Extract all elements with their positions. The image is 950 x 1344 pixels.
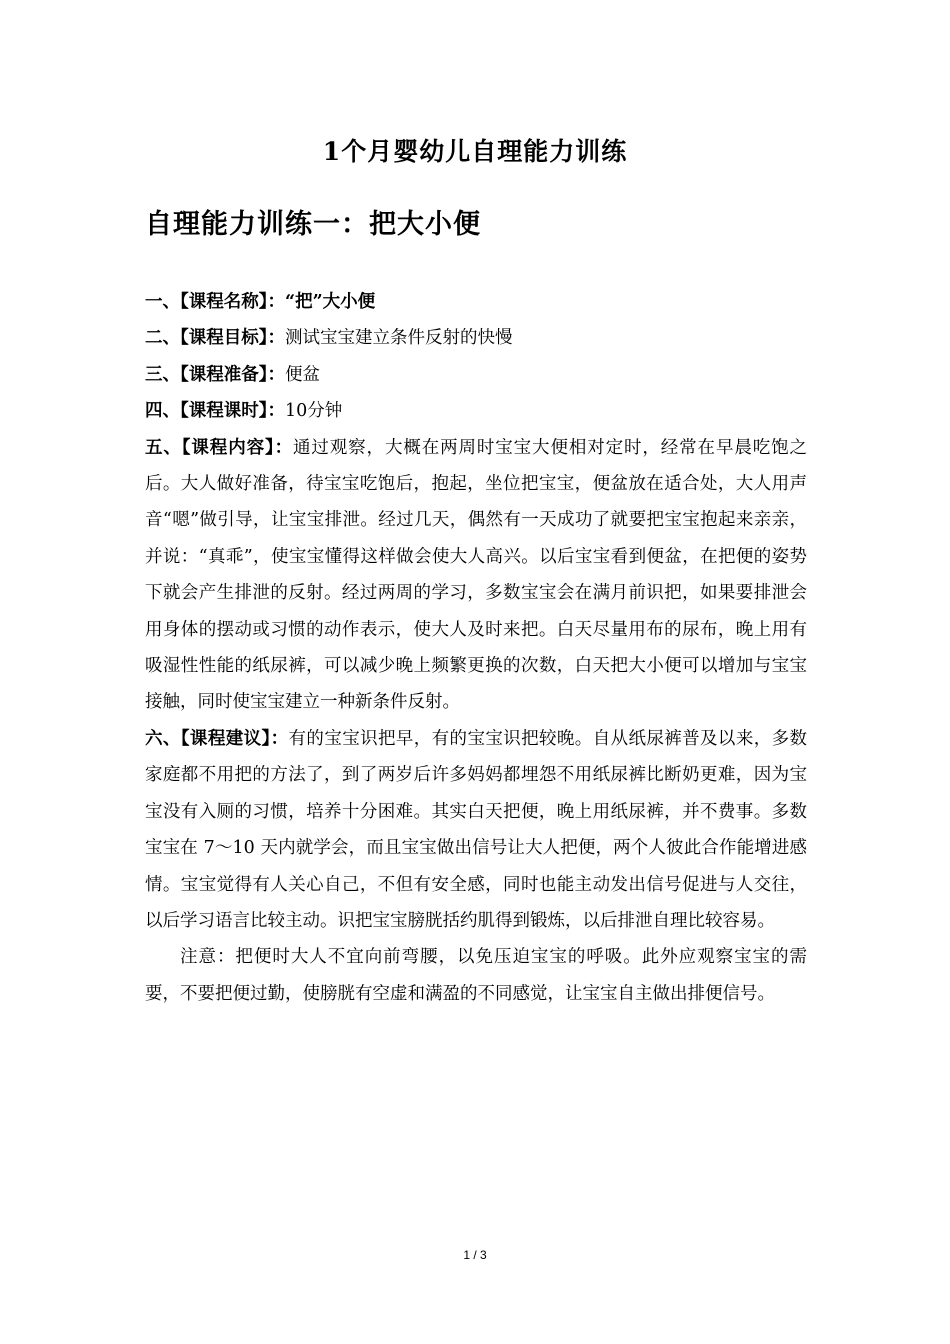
note-paragraph: 注意：把便时大人不宜向前弯腰，以免压迫宝宝的呼吸。此外应观察宝宝的需要，不要把便过勤，使膀胱有空虚和满盈的不同感觉，让宝宝自主做出排便信号。	[145, 947, 807, 1004]
section-title: 自理能力训练一：把大小便	[145, 209, 481, 240]
course-prep-item	[145, 357, 807, 393]
document-body	[145, 284, 807, 1012]
course-goal-label: 二、【课程目标】：	[145, 328, 285, 349]
course-duration-value: 10分钟	[285, 401, 343, 422]
course-content-text: 通过观察，大概在两周时宝宝大便相对定时，经常在早晨吃饱之后。大人做好准备，待宝宝吃饱后，抱起，坐位把宝宝，便盆放在适合处，大人用声音“嗯”做引导，让宝宝排泄。经过几天，偶然有一天成功了就要把宝宝抱起来亲亲，并说：“真乖”，使宝宝懂得这样做会使大人高兴。以后宝宝看到便盆，在把便的姿势下就会产生排泄的反射。经过两周的学习，多数宝宝会在满月前识把，如果要排泄会用身体的摆动或习惯的动作表示，使大人及时来把。白天尽量用布的尿布，晚上用有吸湿性性能的纸尿裤，可以减少晚上频繁更换的次数，白天把大小便可以增加与宝宝接触，同时使宝宝建立一种新条件反射。	[145, 437, 807, 713]
course-content-item	[145, 430, 807, 721]
course-goal-value: 测试宝宝建立条件反射的快慢	[285, 328, 513, 349]
course-advice-item	[145, 721, 807, 939]
course-duration-label: 四、【课程课时】：	[145, 401, 285, 422]
course-content-label: 五、【课程内容】：	[145, 437, 293, 458]
course-prep-label: 三、【课程准备】：	[145, 364, 285, 385]
course-name-value: “把”大小便	[285, 292, 376, 312]
document-title: 1个月婴幼儿自理能力训练	[322, 137, 628, 166]
course-advice-label: 六、【课程建议】：	[145, 728, 289, 749]
course-name-label: 一、【课程名称】：	[145, 292, 285, 312]
page-number: 1 / 3	[463, 1248, 487, 1262]
course-prep-value: 便盆	[285, 364, 320, 385]
course-duration-item	[145, 393, 807, 429]
course-advice-text: 有的宝宝识把早，有的宝宝识把较晚。自从纸尿裤普及以来，多数家庭都不用把的方法了，到了两岁后许多妈妈都埋怨不用纸尿裤比断奶更难，因为宝宝没有入厕的习惯，培养十分困难。其实白天把便，晚上用纸尿裤，并不费事。多数宝宝在 7～10 天内就学会，而且宝宝做出信号让大人把便，两个人彼此合作能增进感情。宝宝觉得有人关心自己，不但有安全感，同时也能主动发出信号促进与人交往，以后学习语言比较主动。识把宝宝膀胱括约肌得到锻炼，以后排泄自理比较容易。	[145, 728, 808, 931]
course-name-item	[145, 284, 807, 320]
course-goal-item	[145, 320, 807, 356]
